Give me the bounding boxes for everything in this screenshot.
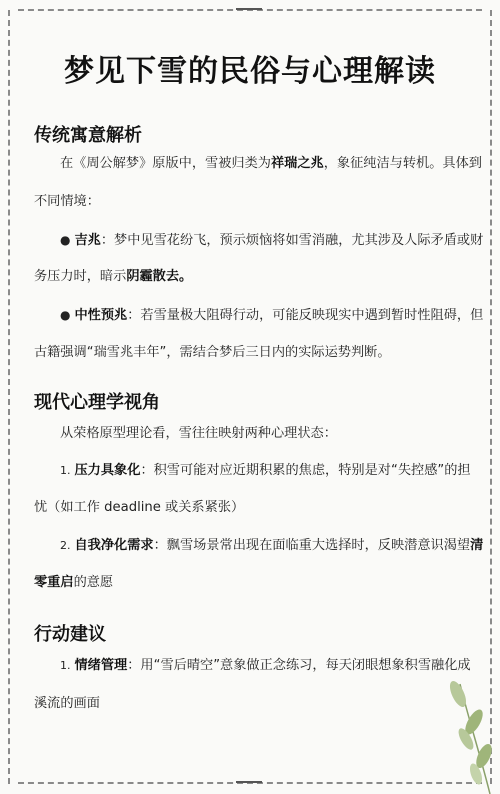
bullet-icon: ● (60, 233, 71, 247)
text-span: 的意愿 (73, 575, 114, 590)
list-item (60, 657, 471, 675)
item-label: 情绪管理 (74, 658, 128, 673)
bottom-center-mark (236, 781, 262, 783)
list-item (60, 462, 471, 480)
bold-text: 清 (470, 538, 484, 553)
bold-text: 阴霾散去。 (126, 269, 193, 284)
text-span: 在《周公解梦》原版中，雪被归类为 (60, 156, 271, 171)
paragraph-line: 从荣格原型理论看，雪往往映射两种心理状态： (60, 426, 337, 441)
list-item (60, 537, 483, 555)
list-item (60, 306, 483, 325)
item-label: 中性预兆 (74, 308, 128, 323)
list-item-continuation: 古籍强调“瑞雪兆丰年”，需结合梦后三日内的实际运势判断。 (34, 345, 391, 360)
text-span: ：梦中见雪花纷飞，预示烦恼将如雪消融，尤其涉及人际矛盾或财 (100, 233, 484, 248)
section-heading-action: 行动建议 (34, 624, 106, 645)
item-label: 自我净化需求 (74, 538, 154, 553)
text-span: ：积雪可能对应近期积累的焦虑，特别是对“失控感”的担 (140, 463, 471, 478)
paragraph-line (60, 155, 482, 173)
page-title: 梦见下雪的民俗与心理解读 (64, 54, 436, 89)
text-span: ：飘雪场景常出现在面临重大选择时，反映潜意识渴望 (153, 538, 471, 553)
list-item-continuation (34, 268, 192, 286)
paragraph-line: 不同情境： (34, 194, 100, 209)
bold-text: 零重启 (34, 575, 74, 590)
list-item (60, 231, 483, 250)
left-dashed-border (8, 10, 10, 784)
bold-text: 祥瑞之兆 (271, 156, 324, 171)
text-span: ：若雪量极大阻碍行动，可能反映现实中遇到暂时性阻碍，但 (127, 308, 484, 323)
list-number: 2. (60, 539, 71, 552)
list-number: 1. (60, 464, 71, 477)
item-label: 吉兆 (74, 233, 101, 248)
bullet-icon: ● (60, 308, 71, 322)
top-center-mark (236, 8, 262, 10)
list-item-continuation (34, 574, 113, 592)
text-span: ：用“雪后晴空”意象做正念练习，每天闭眼想象积雪融化成 (127, 658, 471, 673)
section-heading-psychology: 现代心理学视角 (34, 392, 160, 413)
text-span: 务压力时，暗示 (34, 269, 127, 284)
list-item-continuation: 忧（如工作 deadline 或关系紧张） (34, 500, 245, 515)
section-heading-tradition: 传统寓意解析 (34, 125, 142, 146)
list-number: 1. (60, 659, 71, 672)
leaf-decoration-icon (430, 644, 500, 794)
item-label: 压力具象化 (74, 463, 141, 478)
text-span: ，象征纯洁与转机。具体到 (323, 156, 482, 171)
list-item-continuation: 溪流的画面 (34, 696, 100, 711)
